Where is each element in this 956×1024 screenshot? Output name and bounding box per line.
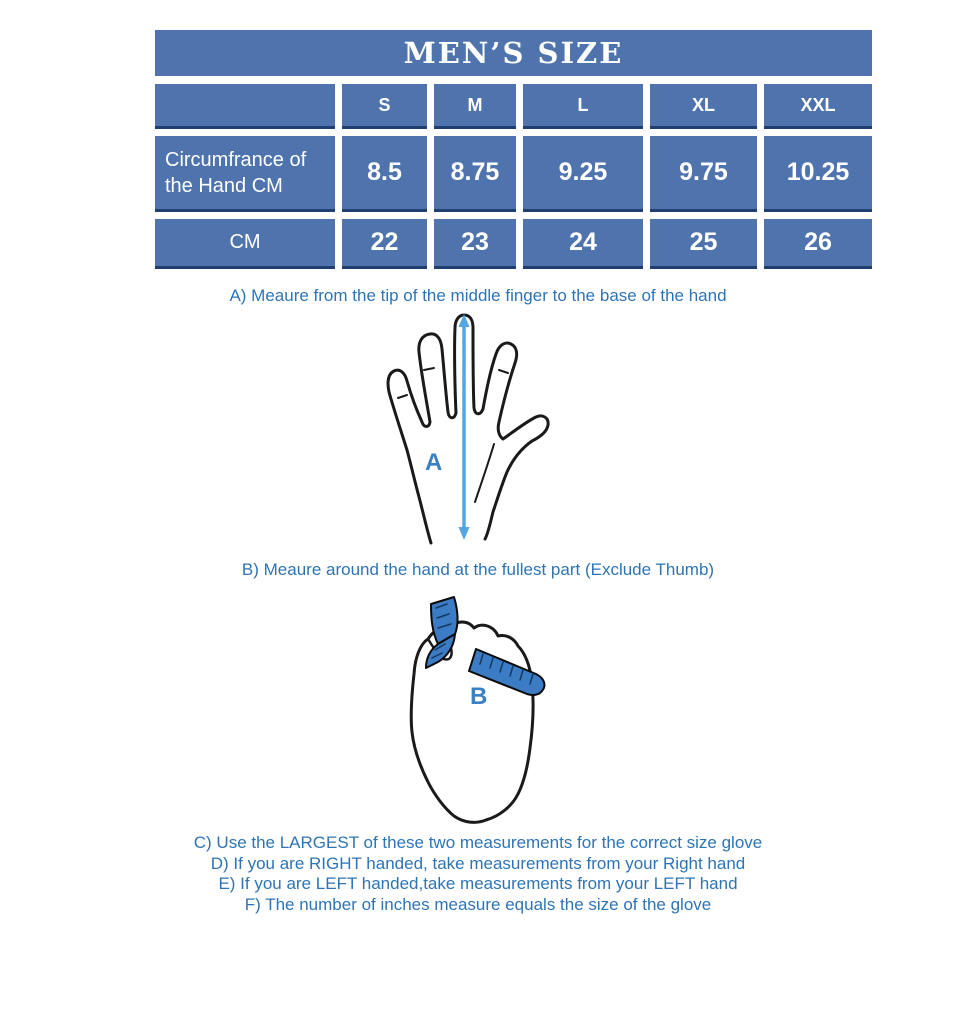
table-grid (155, 84, 872, 269)
circumference-value-s: 8.5 (342, 136, 427, 212)
column-header-xxl: XXL (764, 84, 872, 129)
column-header-s: S (342, 84, 427, 129)
cm-value-s: 22 (342, 219, 427, 269)
instruction-line-c: C) Use the LARGEST of these two measurements for the correct size glove (193, 833, 763, 852)
instruction-block-cf (0, 833, 956, 915)
instruction-line-e: E) If you are LEFT handed,take measurements from your LEFT hand (218, 874, 738, 893)
circumference-value-xxl: 10.25 (764, 136, 872, 212)
instruction-line-b: B) Meaure around the hand at the fullest part (Exclude Thumb) (241, 560, 715, 579)
cm-value-xxl: 26 (764, 219, 872, 269)
size-chart-table (155, 30, 872, 269)
fist-circumference-diagram (398, 592, 563, 832)
circumference-value-xl: 9.75 (650, 136, 757, 212)
instruction-line-d: D) If you are RIGHT handed, take measurements from your Right hand (210, 853, 746, 873)
diagram-letter-b: B (470, 683, 488, 710)
cm-value-xl: 25 (650, 219, 757, 269)
hand-length-diagram (375, 312, 555, 548)
circumference-value-m: 8.75 (434, 136, 516, 212)
table-title: MEN’S SIZE (403, 36, 624, 70)
cm-value-m: 23 (434, 219, 516, 269)
open-hand-outline (388, 315, 548, 543)
column-header-m: M (434, 84, 516, 129)
table-title-bar (155, 30, 872, 76)
circumference-value-l: 9.25 (523, 136, 643, 212)
diagram-letter-a: A (425, 449, 443, 476)
column-header-xl: XL (650, 84, 757, 129)
row-label-cm: CM (155, 219, 335, 269)
row-label-circumference: Circumfrance of the Hand CM (155, 136, 335, 212)
cm-value-l: 24 (523, 219, 643, 269)
table-corner-cell (155, 84, 335, 129)
instruction-line-f: F) The number of inches measure equals the size of the glove (244, 894, 712, 914)
instruction-line-a: A) Meaure from the tip of the middle finger to the base of the hand (229, 286, 727, 305)
column-header-l: L (523, 84, 643, 129)
